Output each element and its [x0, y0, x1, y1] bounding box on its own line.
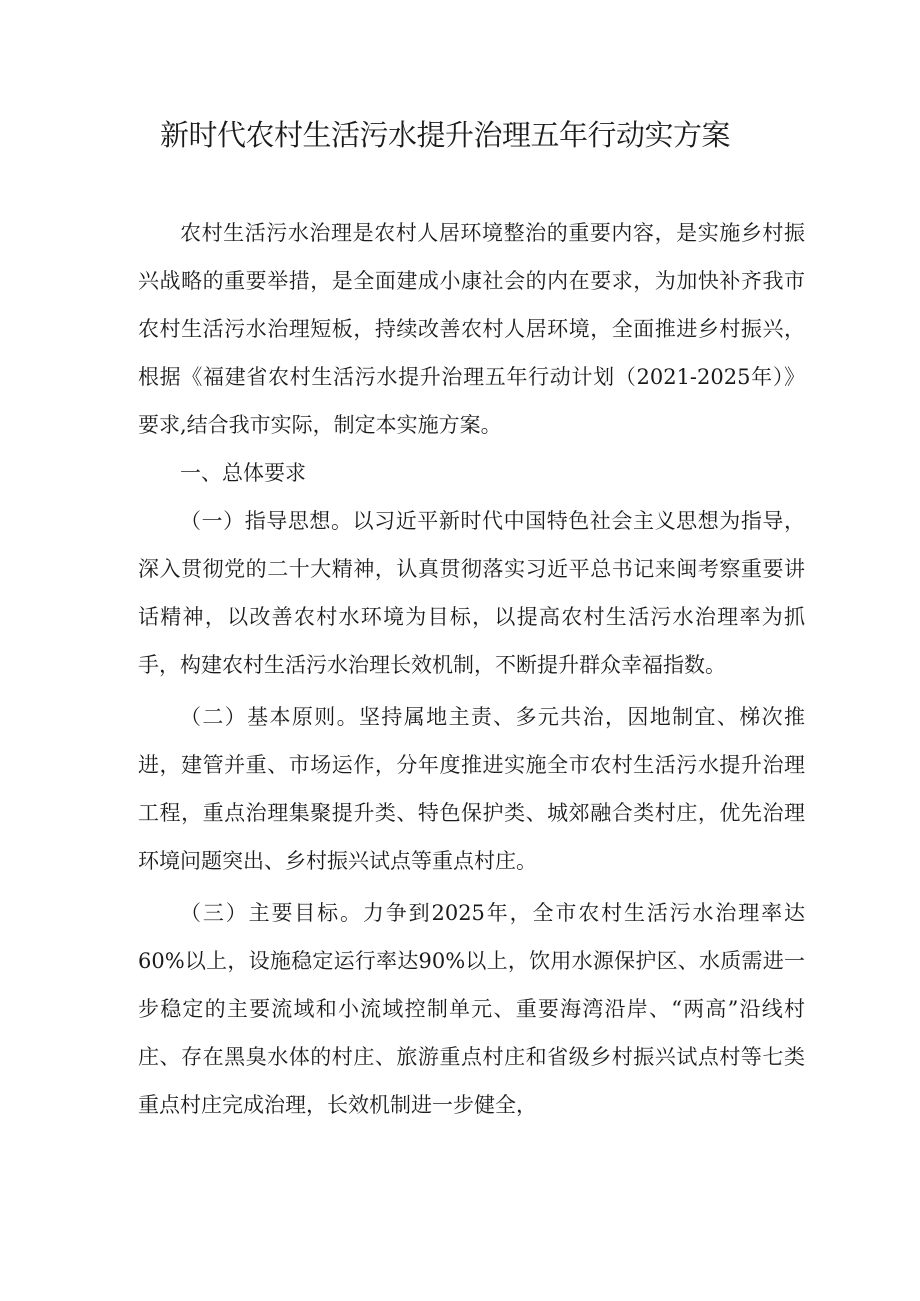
intro-paragraph: 农村生活污水治理是农村人居环境整治的重要内容，是实施乡村振兴战略的重要举措，是全面建成小康社会的内在要求，为加快补齐我市农村生活污水治理短板，持续改善农村人居环境，全面推进乡村振兴，根据《福建省农村生活污水提升治理五年行动计划（2021-2025年）》要求,结合我市实际，制定本实施方案。 [138, 221, 805, 437]
basic-principles-paragraph: （二）基本原则。坚持属地主责、多元共治，因地制宜、梯次推进，建管并重、市场运作，分年度推进实施全市农村生活污水提升治理工程，重点治理集聚提升类、特色保护类、城郊融合类村庄，优先治理环境问题突出、乡村振兴试点等重点村庄。 [138, 705, 805, 873]
guiding-ideology-paragraph: （一）指导思想。以习近平新时代中国特色社会主义思想为指导，深入贯彻党的二十大精神，认真贯彻落实习近平总书记来闽考察重要讲话精神，以改善农村水环境为目标，以提高农村生活污水治理率为抓手，构建农村生活污水治理长效机制，不断提升群众幸福指数。 [138, 509, 805, 677]
document-body [138, 209, 805, 1129]
main-objectives-paragraph: （三）主要目标。力争到2025年，全市农村生活污水治理率达60%以上，设施稳定运行率达90%以上，饮用水源保护区、水质需进一步稳定的主要流域和小流域控制单元、重要海湾沿岸、“两高”沿线村庄、存在黑臭水体的村庄、旅游重点村庄和省级乡村振兴试点村等七类重点村庄完成治理，长效机制进一步健全， [138, 901, 805, 1117]
document-title: 新时代农村生活污水提升治理五年行动实方案 [159, 118, 730, 152]
section-heading-general-requirements: 一、总体要求 [180, 461, 306, 485]
